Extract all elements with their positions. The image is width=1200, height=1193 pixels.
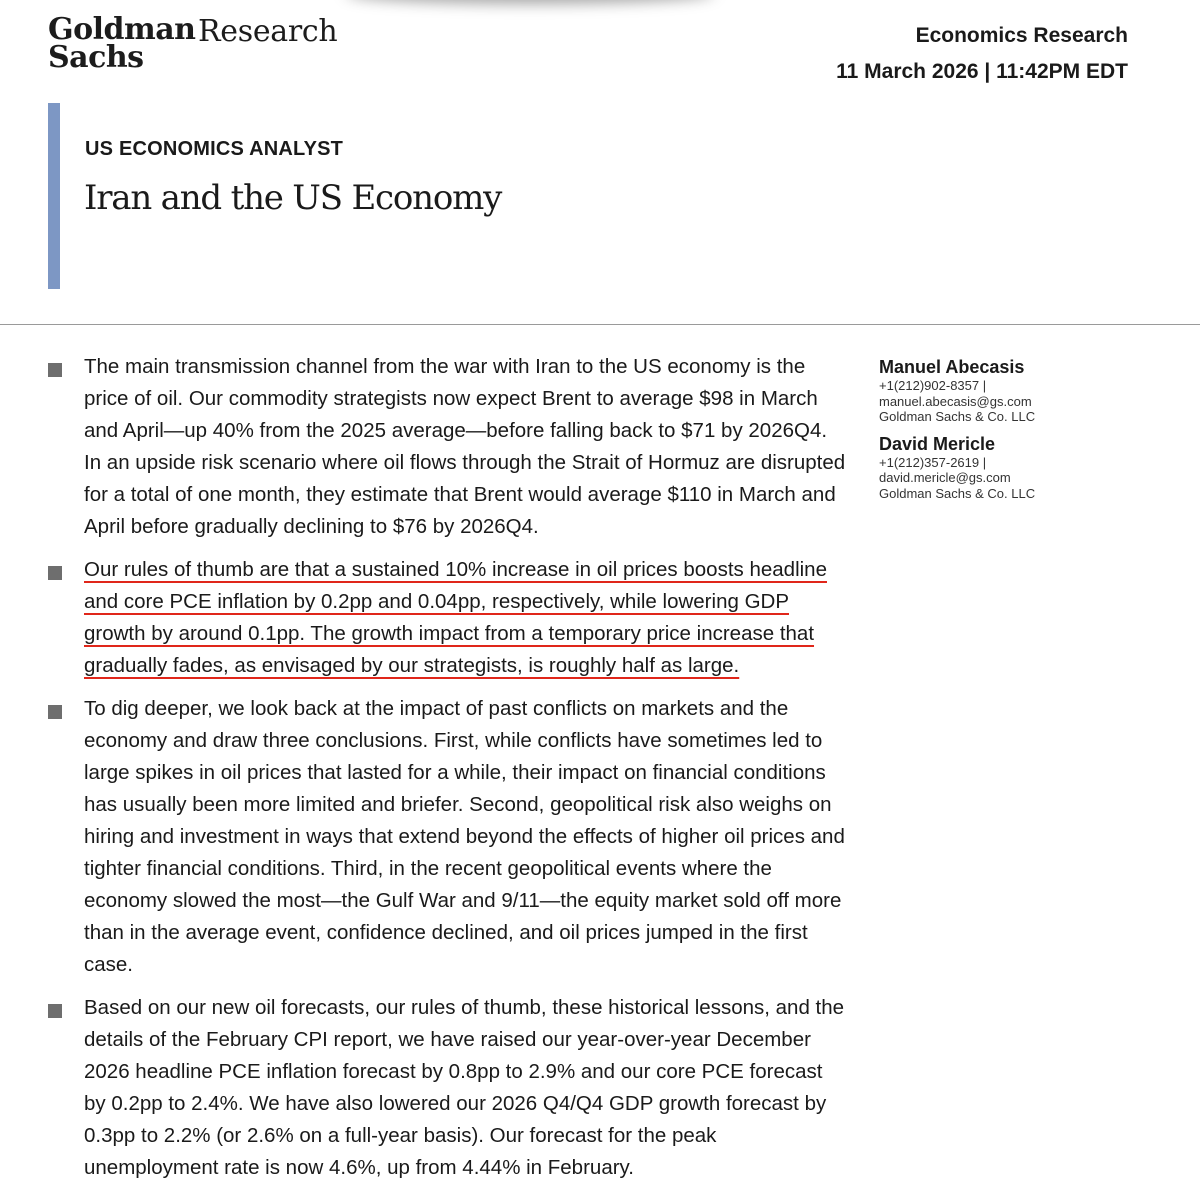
author-card — [879, 356, 1179, 425]
square-bullet-icon — [48, 705, 62, 719]
square-bullet-icon — [48, 1004, 62, 1018]
summary-bullet — [48, 992, 848, 1184]
author-sidebar — [879, 356, 1179, 509]
square-bullet-icon — [48, 363, 62, 377]
report-title: Iran and the US Economy — [84, 178, 502, 218]
author-email[interactable]: manuel.abecasis@gs.com — [879, 393, 1032, 409]
author-phone[interactable]: +1(212)902-8357 | — [879, 378, 987, 393]
author-name: David Mericle — [879, 433, 996, 454]
bullet-text: The main transmission channel from the war with Iran to the US economy is the price of oil. Our commodity strategists now expect Brent to average $98 in March and April—up 40% from the 2025 average—before falling back to $71 by 2026Q4. In an upside risk scenario where oil flows through the Strait of Hormuz are disrupted for a total of one month, they estimate that Brent would average $110 in March and April before gradually declining to $76 by 2026Q4. — [84, 355, 846, 538]
department-label: Economics Research — [915, 24, 1128, 47]
author-firm: Goldman Sachs & Co. LLC — [879, 409, 1036, 424]
header-meta — [836, 18, 1128, 90]
logo-line-1: Goldman — [48, 12, 196, 47]
bullet-text: Based on our new oil forecasts, our rules of thumb, these historical lessons, and the details of the February CPI report, we have raised our year-over-year December 2026 headline PCE inflation forecast by 0.8pp to 2.9% and our core PCE forecast by 0.2pp to 2.4%. We have also lowered our 2026 Q4/Q4 GDP growth forecast by 0.3pp to 2.2% (or 2.6% on a full-year basis). Our forecast for the peak unemployment rate is now 4.6%, up from 4.44% in February. — [84, 996, 845, 1179]
header-divider — [0, 324, 1200, 325]
bullet-text-highlighted: Our rules of thumb are that a sustained 10% increase in oil prices boosts headline and core PCE inflation by 0.2pp and 0.04pp, respectively, while lowering GDP growth by around 0.1pp. The growth impact from a temporary price increase that gradually fades, as envisaged by our strategists, is roughly half as large. — [84, 558, 827, 677]
author-firm: Goldman Sachs & Co. LLC — [879, 485, 1036, 501]
author-phone[interactable]: +1(212)357-2619 | — [879, 454, 987, 470]
bullet-text: To dig deeper, we look back at the impact of past conflicts on markets and the economy and draw three conclusions. First, while conflicts have sometimes led to large spikes in oil prices that lasted for a while, their impact on financial conditions has usually been more limited and briefer. Second, geopolitical risk also weighs on hiring and investment in ways that extend beyond the effects of higher oil prices and tighter financial conditions. Third, in the recent geopolitical events where the economy slowed the most—the Gulf War and 9/11—the equity market sold off more than in the average event, confidence declined, and oil prices jumped in the first case. — [84, 697, 845, 976]
square-bullet-icon — [48, 566, 62, 580]
summary-bullet — [48, 351, 848, 543]
author-email[interactable]: david.mericle@gs.com — [879, 470, 1011, 485]
summary-bullet — [48, 693, 848, 981]
author-card — [879, 433, 1179, 502]
report-datetime: 11 March 2026 | 11:42PM EDT — [836, 60, 1128, 83]
title-accent-bar — [48, 103, 60, 289]
summary-bullets — [48, 351, 848, 1193]
logo-line-2: Sachs — [48, 40, 144, 75]
goldman-sachs-logo — [48, 12, 196, 75]
report-series: US ECONOMICS ANALYST — [85, 138, 344, 160]
author-name: Manuel Abecasis — [879, 357, 1025, 377]
summary-bullet-highlighted — [48, 554, 848, 682]
research-label: Research — [198, 14, 338, 49]
